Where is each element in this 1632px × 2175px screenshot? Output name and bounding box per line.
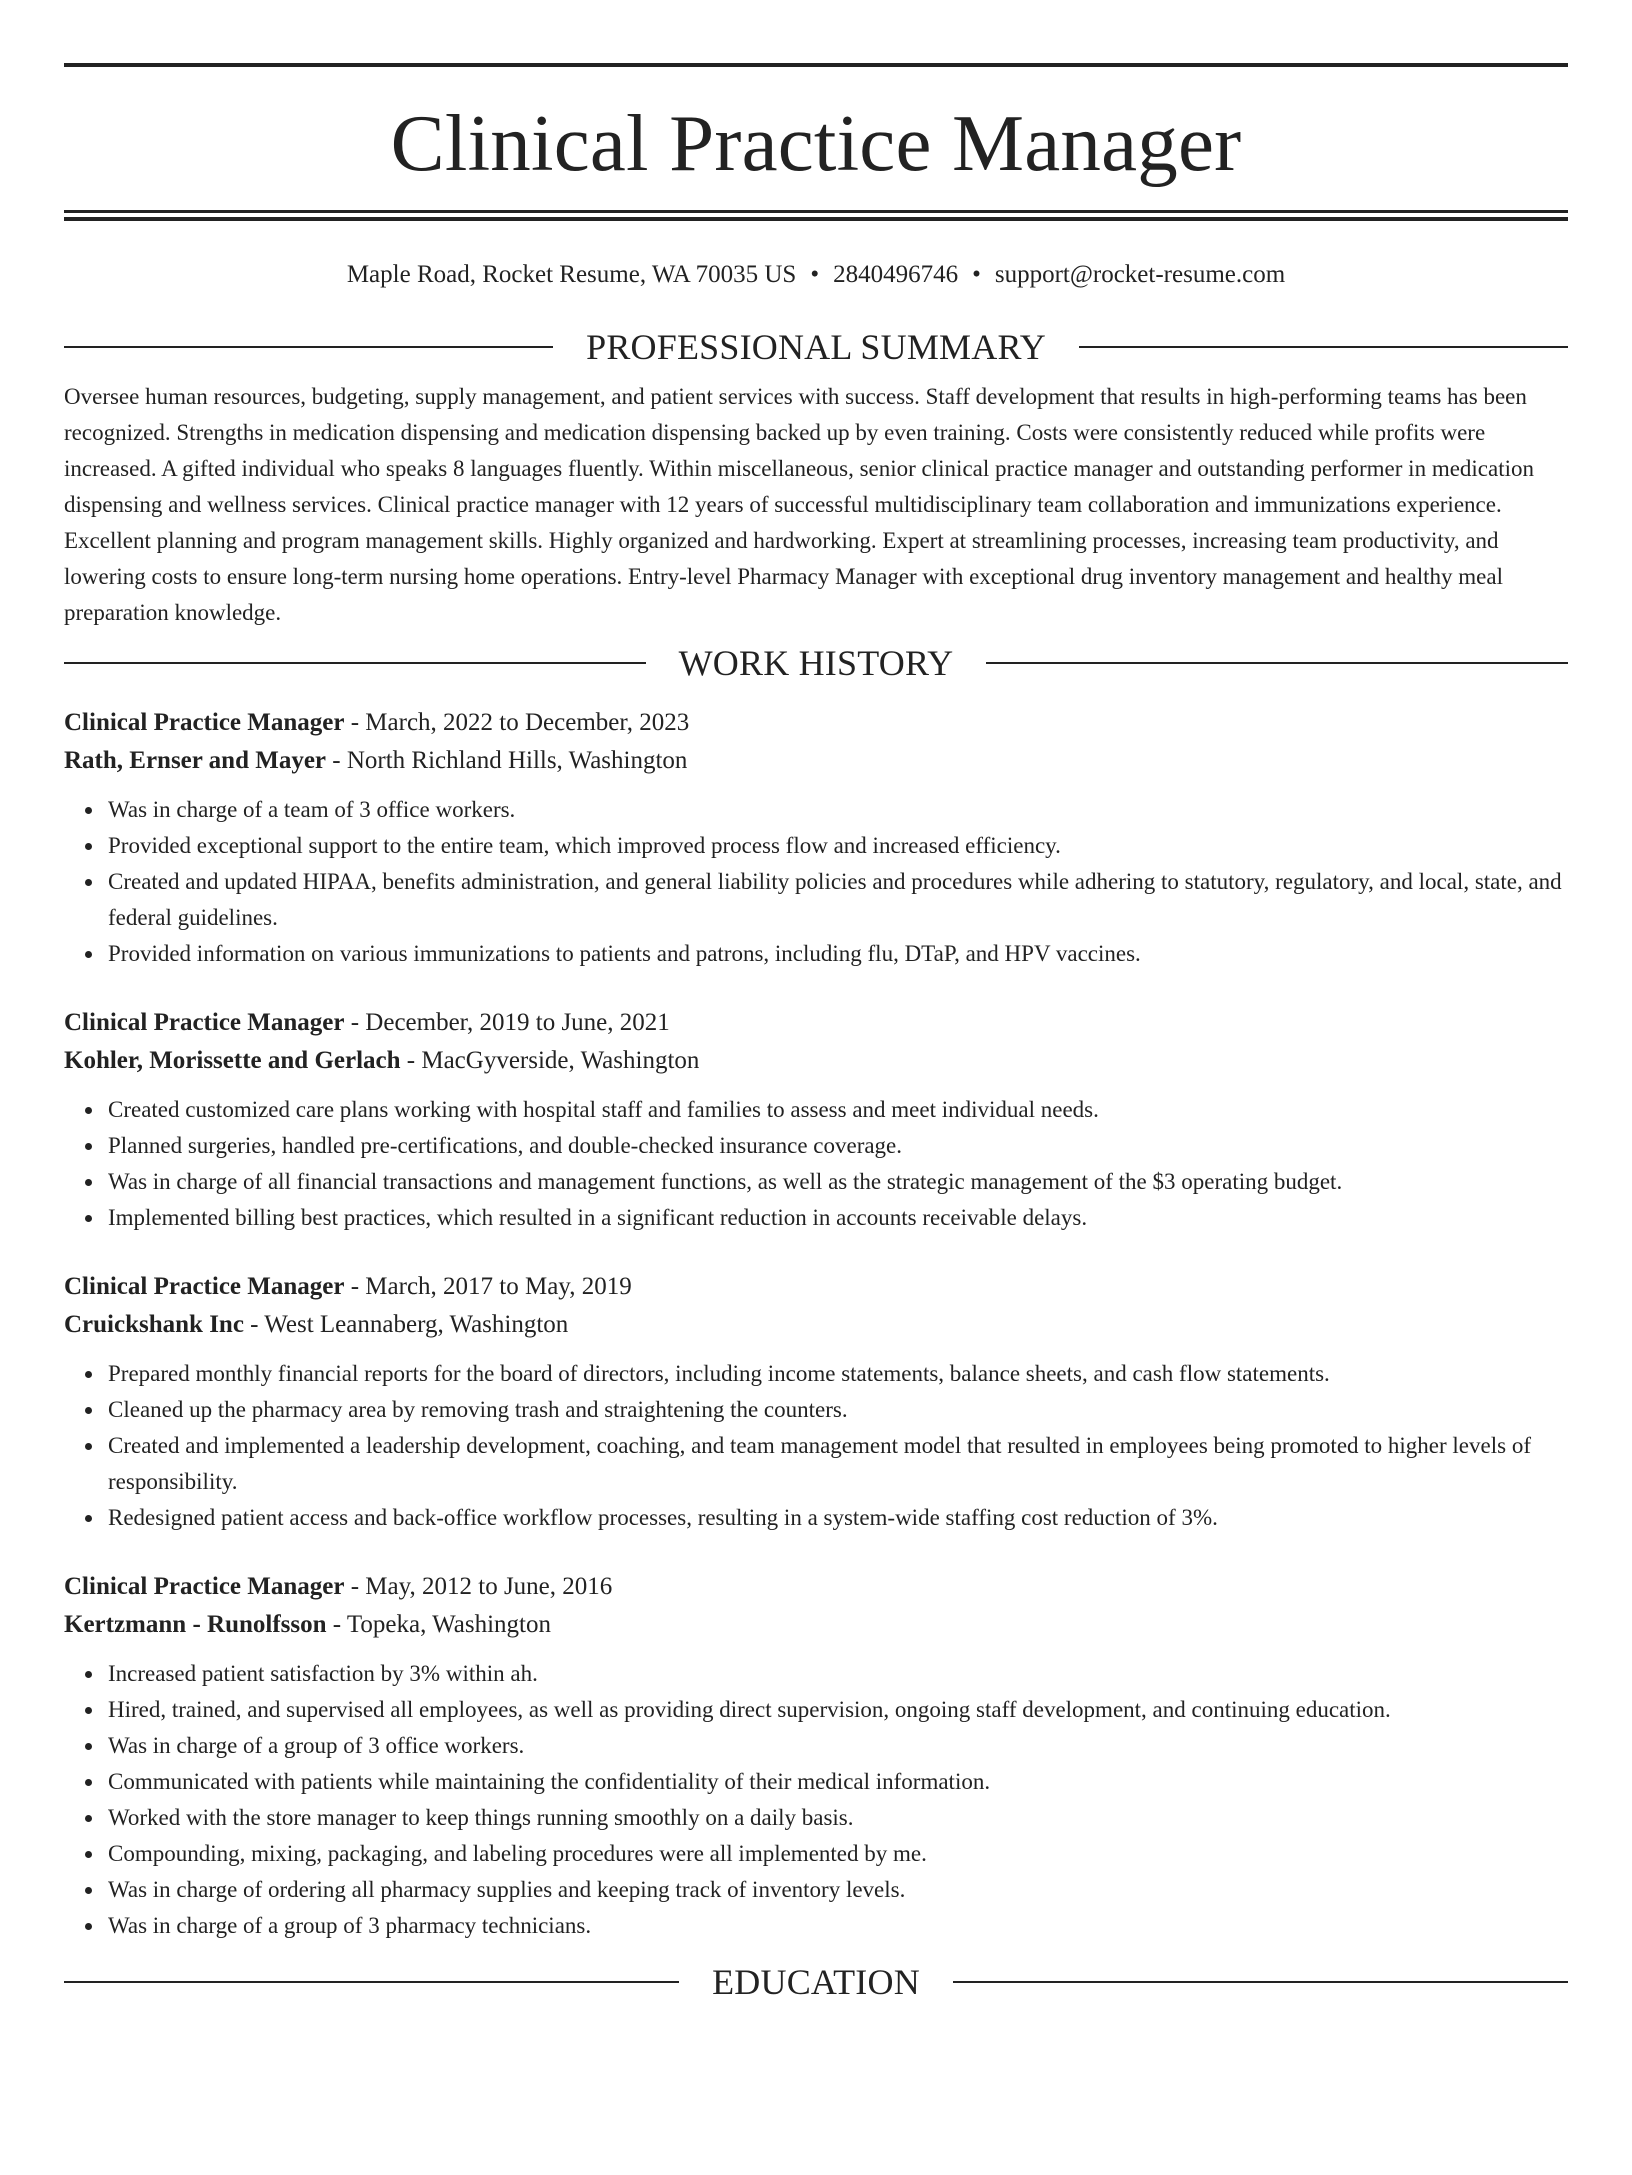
summary-heading-label: PROFESSIONAL SUMMARY [586,327,1046,367]
heading-rule-right [1079,346,1568,348]
resume-name: Clinical Practice Manager [390,98,1242,188]
heading-rule-left [64,346,553,348]
job-bullet: Planned surgeries, handled pre-certifications, and double-checked insurance coverage. [108,1128,1568,1164]
job-entry [64,1268,1568,1536]
heading-rule-left [64,1981,679,1983]
job-bullet: Was in charge of a group of 3 pharmacy technicians. [108,1908,1568,1944]
job-company: Kohler, Morissette and Gerlach [64,1047,401,1074]
job-list [64,704,1568,1944]
job-entry [64,1568,1568,1944]
job-company-line [64,742,1568,780]
job-title-line [64,1568,1568,1606]
job-bullet: Was in charge of a team of 3 office workers. [108,792,1568,828]
job-company: Cruickshank Inc [64,1311,244,1338]
job-company-line [64,1606,1568,1644]
job-entry [64,1004,1568,1236]
heading-rule-left [64,662,646,664]
education-heading [64,1962,1568,2002]
job-bullets [64,1656,1568,1944]
job-bullet: Created customized care plans working with hospital staff and families to assess and meet individual needs. [108,1092,1568,1128]
work-history-heading [64,643,1568,683]
job-title: Clinical Practice Manager [64,709,345,736]
job-bullet: Communicated with patients while maintaining the confidentiality of their medical information. [108,1764,1568,1800]
job-location: - North Richland Hills, Washington [326,747,688,774]
job-title-line [64,704,1568,742]
job-bullet: Implemented billing best practices, which resulted in a significant reduction in accounts receivable delays. [108,1200,1568,1236]
job-location: - MacGyverside, Washington [400,1047,700,1074]
contact-separator: • [810,261,820,288]
job-title-line [64,1004,1568,1042]
job-location: - West Leannaberg, Washington [243,1311,569,1338]
job-bullet: Redesigned patient access and back-office workflow processes, resulting in a system-wide staffing cost reduction of 3%. [108,1500,1568,1536]
job-location: - Topeka, Washington [326,1611,551,1638]
job-bullet: Hired, trained, and supervised all employees, as well as providing direct supervision, ongoing staff development, and continuing education. [108,1692,1568,1728]
job-bullet: Provided information on various immunizations to patients and patrons, including flu, DTaP, and HPV vaccines. [108,936,1568,972]
job-bullet: Was in charge of a group of 3 office workers. [108,1728,1568,1764]
summary-paragraph: Oversee human resources, budgeting, supply management, and patient services with success. Staff development that results in high-performing teams has been recognized. Strengths in medication dispensing and medication dispensing backed up by even training. Costs were consistently reduced while profits were increased. A gifted individual who speaks 8 languages fluently. Within miscellaneous, senior clinical practice manager and outstanding performer in medication dispensing and wellness services. Clinical practice manager with 12 years of successful multidisciplinary team collaboration and immunizations experience. Excellent planning and program management skills. Highly organized and hardworking. Expert at streamlining processes, increasing team productivity, and lowering costs to ensure long-term nursing home operations. Entry-level Pharmacy Manager with exceptional drug inventory management and healthy meal preparation knowledge. [64,384,1535,625]
job-bullet: Worked with the store manager to keep things running smoothly on a daily basis. [108,1800,1568,1836]
heading-rule-right [953,1981,1568,1983]
job-bullet: Created and implemented a leadership development, coaching, and team management model that resulted in employees being promoted to higher levels of responsibility. [108,1428,1568,1500]
summary-heading [64,327,1568,367]
job-title: Clinical Practice Manager [64,1573,345,1600]
job-bullet: Was in charge of all financial transactions and management functions, as well as the strategic management of the $3 operating budget. [108,1164,1568,1200]
contact-address: Maple Road, Rocket Resume, WA 70035 US [346,261,797,288]
job-bullets [64,1356,1568,1536]
name-double-rule [64,210,1568,221]
job-title: Clinical Practice Manager [64,1273,345,1300]
education-heading-label: EDUCATION [712,1962,920,2002]
job-dates: - March, 2022 to December, 2023 [344,709,690,736]
job-bullet: Increased patient satisfaction by 3% within ah. [108,1656,1568,1692]
job-dates: - March, 2017 to May, 2019 [344,1273,632,1300]
top-rule [64,63,1568,67]
job-bullet: Was in charge of ordering all pharmacy supplies and keeping track of inventory levels. [108,1872,1568,1908]
job-bullet: Compounding, mixing, packaging, and labeling procedures were all implemented by me. [108,1836,1568,1872]
job-bullet: Cleaned up the pharmacy area by removing trash and straightening the counters. [108,1392,1568,1428]
resume-page [0,63,1632,2175]
job-entry [64,704,1568,972]
contact-phone: 2840496746 [833,261,959,288]
job-bullet: Prepared monthly financial reports for the board of directors, including income statements, balance sheets, and cash flow statements. [108,1356,1568,1392]
job-company: Kertzmann - Runolfsson [64,1611,327,1638]
job-dates: - May, 2012 to June, 2016 [344,1573,613,1600]
job-title-line [64,1268,1568,1306]
job-bullet: Provided exceptional support to the entire team, which improved process flow and increased efficiency. [108,828,1568,864]
job-bullet: Created and updated HIPAA, benefits administration, and general liability policies and procedures while adhering to statutory, regulatory, and local, state, and federal guidelines. [108,864,1568,936]
contact-email: support@rocket-resume.com [994,261,1286,288]
contact-line [64,257,1568,293]
job-bullets [64,1092,1568,1236]
job-bullets [64,792,1568,972]
job-dates: - December, 2019 to June, 2021 [344,1009,670,1036]
job-company: Rath, Ernser and Mayer [64,747,327,774]
job-title: Clinical Practice Manager [64,1009,345,1036]
contact-separator: • [972,261,981,288]
job-company-line [64,1042,1568,1080]
heading-rule-right [986,662,1568,664]
work-history-heading-label: WORK HISTORY [678,643,954,683]
job-company-line [64,1306,1568,1344]
